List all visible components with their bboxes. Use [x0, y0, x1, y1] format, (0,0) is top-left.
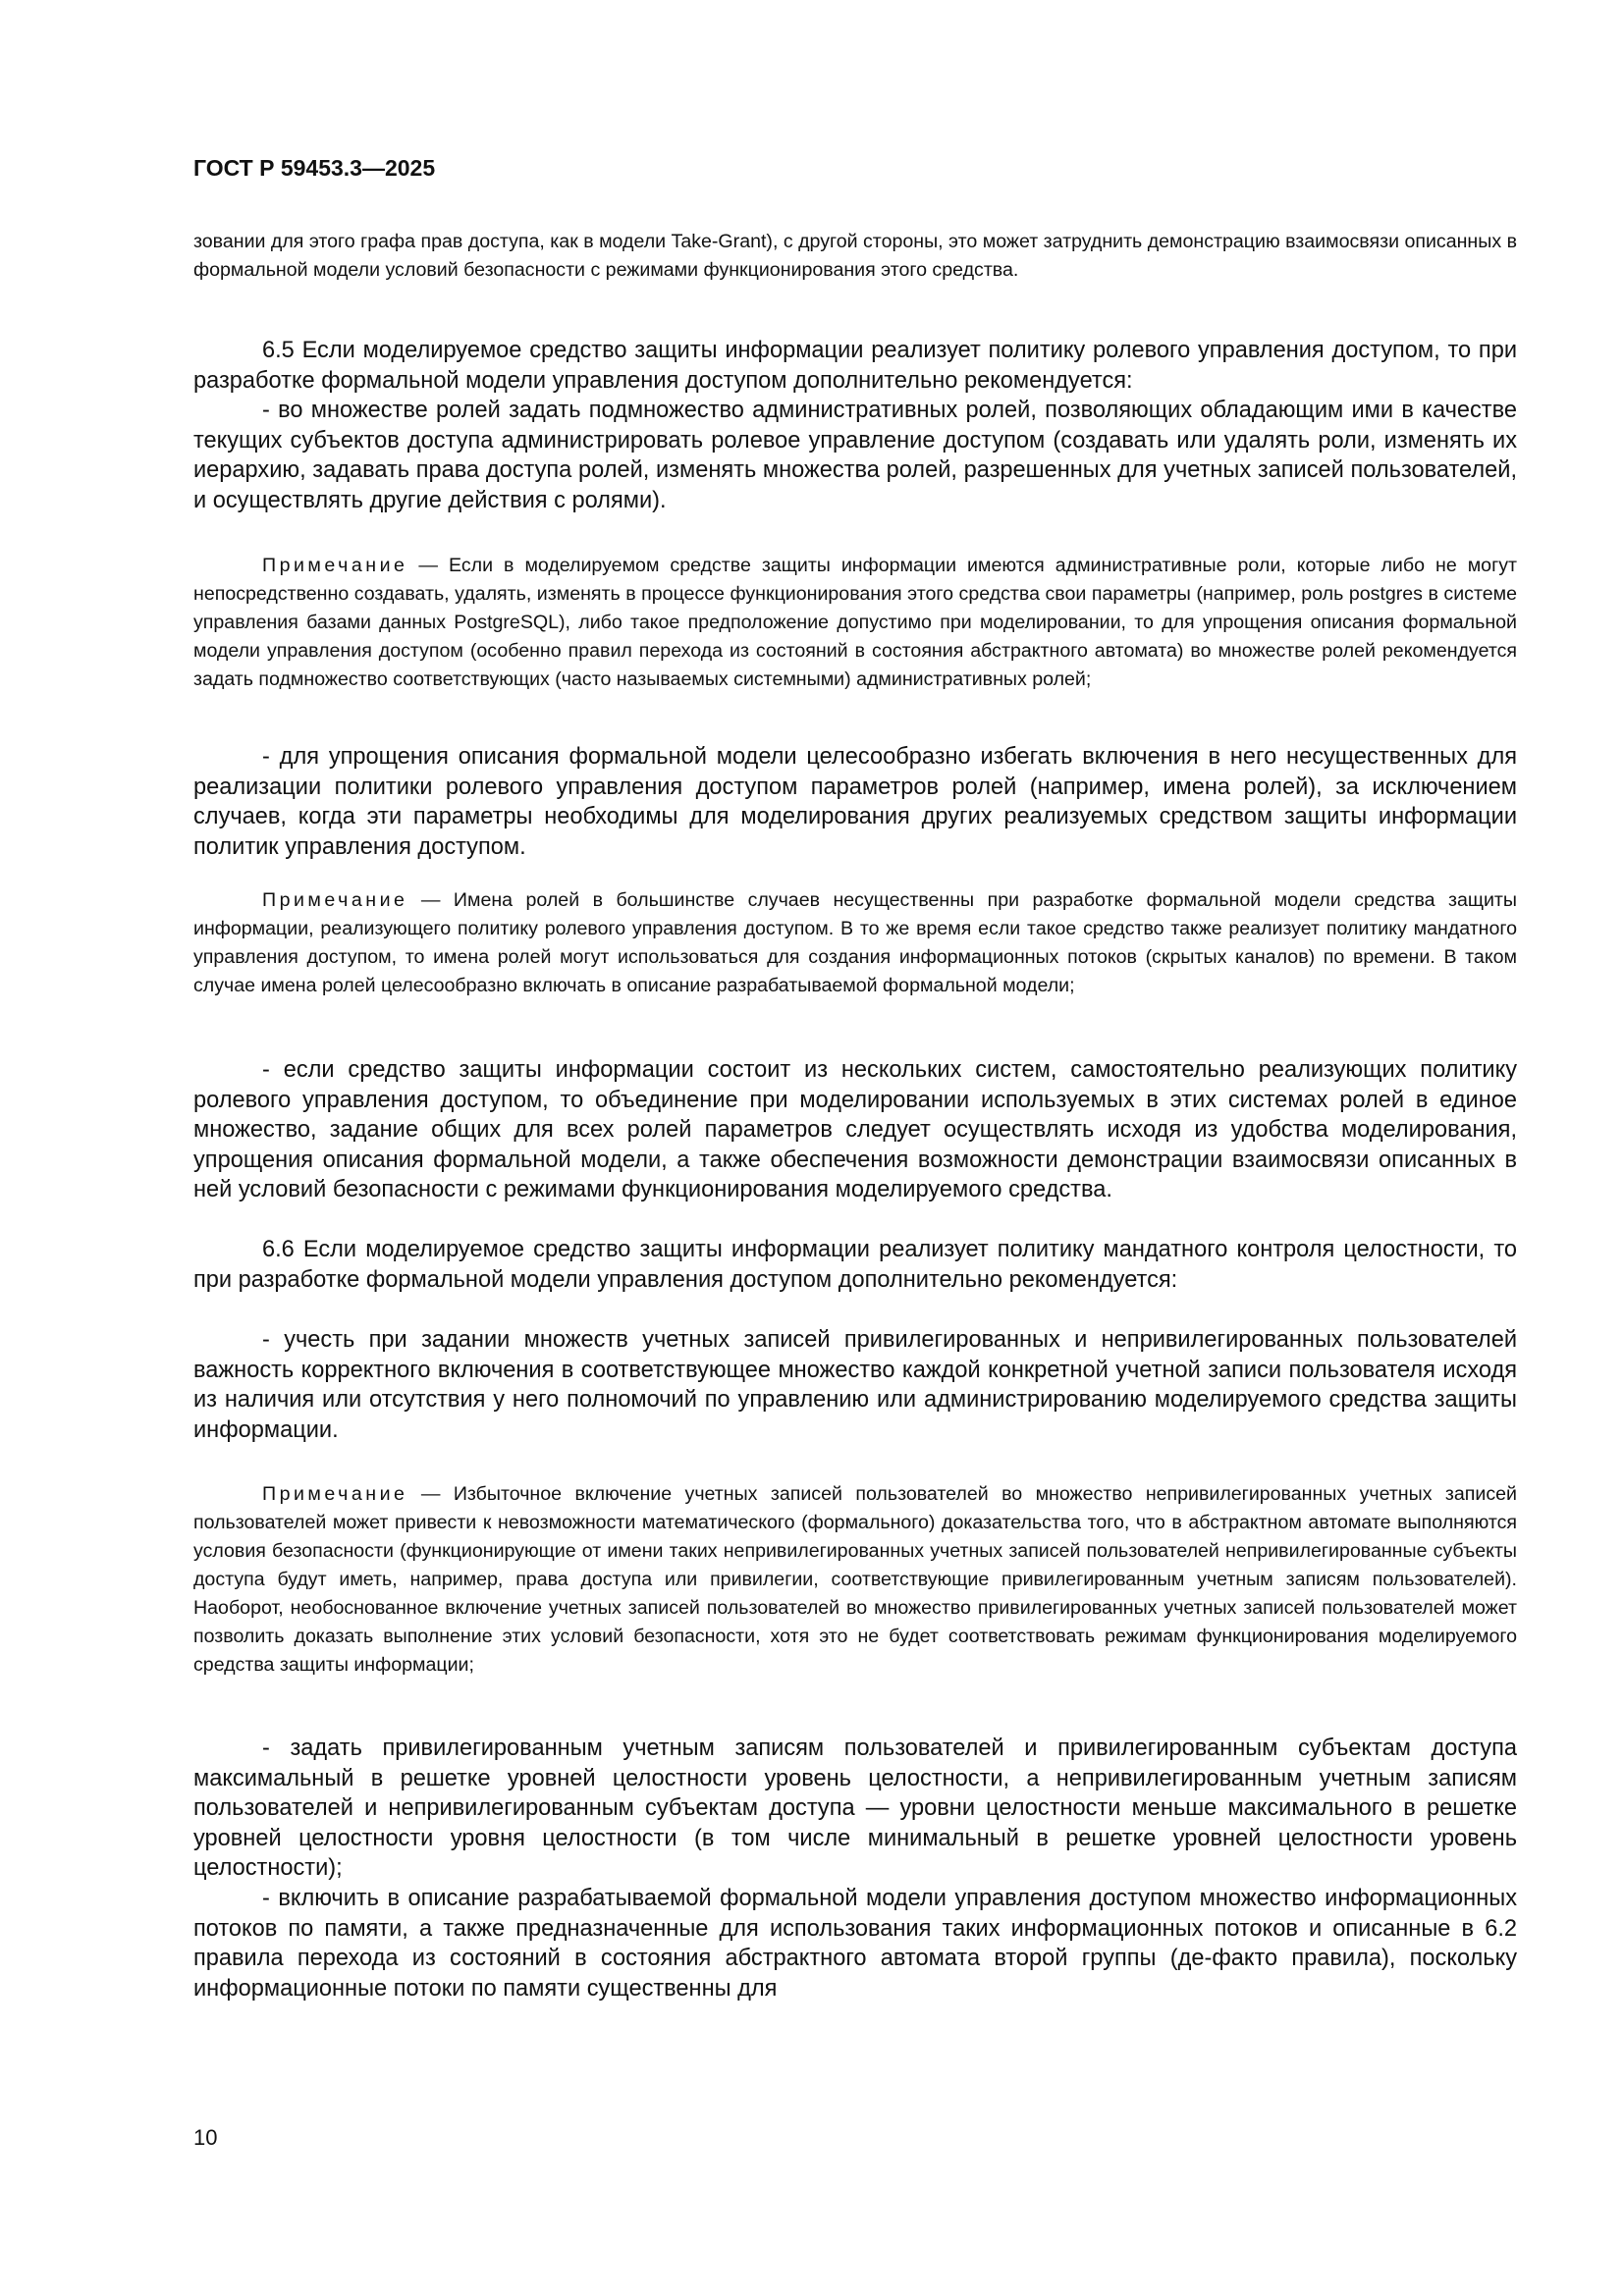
- list-item-user-accounts: - учесть при задании множеств учетных записей привилегированных и непривилегированных пользователей важность корректного включения в соответствующее множество каждой конкретной учетной записи пользователя исходя из наличия или отсутствия у него полномочий по управлению или администрированию моделируемого средства защиты информации.: [193, 1327, 1517, 1443]
- note-text: — Если в моделируемом средстве защиты информации имеются административные роли, которые либо не могут непосредственно создавать, удалять, изменять в процессе функционирования этого средства свои параметры (например, роль postgres в системе управления базами данных PostgreSQL), либо такое предположение допустимо при моделировании, то для упрощения описания формальной модели управления доступом (особенно правил перехода из состояний в состояния абстрактного автомата) во множестве ролей рекомендуется задать подмножество соответствующих (часто называемых системными) административных ролей;: [193, 555, 1517, 690]
- page-number: 10: [193, 2125, 218, 2150]
- note-text: — Имена ролей в большинстве случаев несущественны при разработке формальной модели средства защиты информации, реализующего политику ролевого управления доступом. В то же время если такое средство также реализует политику мандатного управления доступом, то имена ролей могут использоваться для создания информационных потоков (скрытых каналов) по времени. В таком случае имена ролей целесообразно включать в описание разрабатываемой формальной модели;: [193, 889, 1517, 996]
- note-label: Примечание: [262, 555, 408, 576]
- note-text: — Избыточное включение учетных записей пользователей во множество непривилегированных учетных записей пользователей может привести к невозможности математического (формального) доказательства того, что в абстрактном автомате выполняются условия безопасности (функционирующие от имени таких непривилегированных учетных записей пользователей непривилегированные субъекты доступа будут иметь, например, права доступа или привилегии, соответствующие привилегированным учетным записям пользователей). Наоборот, необоснованное включение учетных записей пользователей во множество привилегированных учетных записей пользователей может позволить доказать выполнение этих условий безопасности, хотя это не будет соответствовать режимам функционирования моделируемого средства защиты информации;: [193, 1483, 1517, 1676]
- paragraph-continuation: зовании для этого графа прав доступа, как в модели Take-Grant), с другой стороны, это может затруднить демонстрацию взаимосвязи описанных в формальной модели условий безопасности с режимами функционирования этого средства.: [193, 231, 1517, 281]
- list-item-info-flows: - включить в описание разрабатываемой формальной модели управления доступом множество информационных потоков по памяти, а также предназначенные для использования таких информационных потоков и описанные в 6.2 правила перехода из состояний в состояния абстрактного автомата второй группы (де-факто правила), поскольку информационные потоки по памяти существенны для: [193, 1886, 1517, 2002]
- paragraph-6-6: 6.6 Если моделируемое средство защиты информации реализует политику мандатного контроля целостности, то при разработке формальной модели управления доступом дополнительно рекомендуется:: [193, 1237, 1517, 1293]
- note-label: Примечание: [262, 889, 408, 911]
- note-label: Примечание: [262, 1483, 408, 1505]
- note-excessive-inclusion: [193, 1480, 1517, 1680]
- note-role-names: [193, 886, 1517, 1000]
- list-item-role-params: - для упрощения описания формальной модели целесообразно избегать включения в него несущественных для реализации политики ролевого управления доступом параметров ролей (например, имена ролей), за исключением случаев, когда эти параметры необходимы для моделирования других реализуемых средством защиты информации политик управления доступом.: [193, 744, 1517, 860]
- document-header: ГОСТ Р 59453.3—2025: [193, 155, 436, 181]
- list-item-multiple-systems: - если средство защиты информации состоит из нескольких систем, самостоятельно реализующих политику ролевого управления доступом, то объединение при моделировании используемых в этих системах ролей в единое множество, задание общих для всех ролей параметров следует осуществлять исходя из удобства моделирования, упрощения описания формальной модели, а также обеспечения возможности демонстрации взаимосвязи описанных в ней условий безопасности с режимами функционирования моделируемого средства.: [193, 1057, 1517, 1202]
- paragraph-6-5: 6.5 Если моделируемое средство защиты информации реализует политику ролевого управления доступом, то при разработке формальной модели управления доступом дополнительно рекомендуется:: [193, 338, 1517, 394]
- list-item-integrity-levels: - задать привилегированным учетным записям пользователей и привилегированным субъектам доступа максимальный в решетке уровней целостности уровень целостности, а непривилегированным учетным записям пользователей и непривилегированным субъектам доступа — уровни целостности меньше максимального в решетке уровней целостности уровня целостности (в том числе минимальный в решетке уровней целостности уровень целостности);: [193, 1735, 1517, 1881]
- list-item-admin-roles: - во множестве ролей задать подмножество административных ролей, позволяющих обладающим ими в качестве текущих субъектов доступа администрировать ролевое управление доступом (создавать или удалять роли, изменять их иерархию, задавать права доступа ролей, изменять множества ролей, разрешенных для учетных записей пользователей, и осуществлять другие действия с ролями).: [193, 398, 1517, 513]
- note-admin-roles: [193, 552, 1517, 694]
